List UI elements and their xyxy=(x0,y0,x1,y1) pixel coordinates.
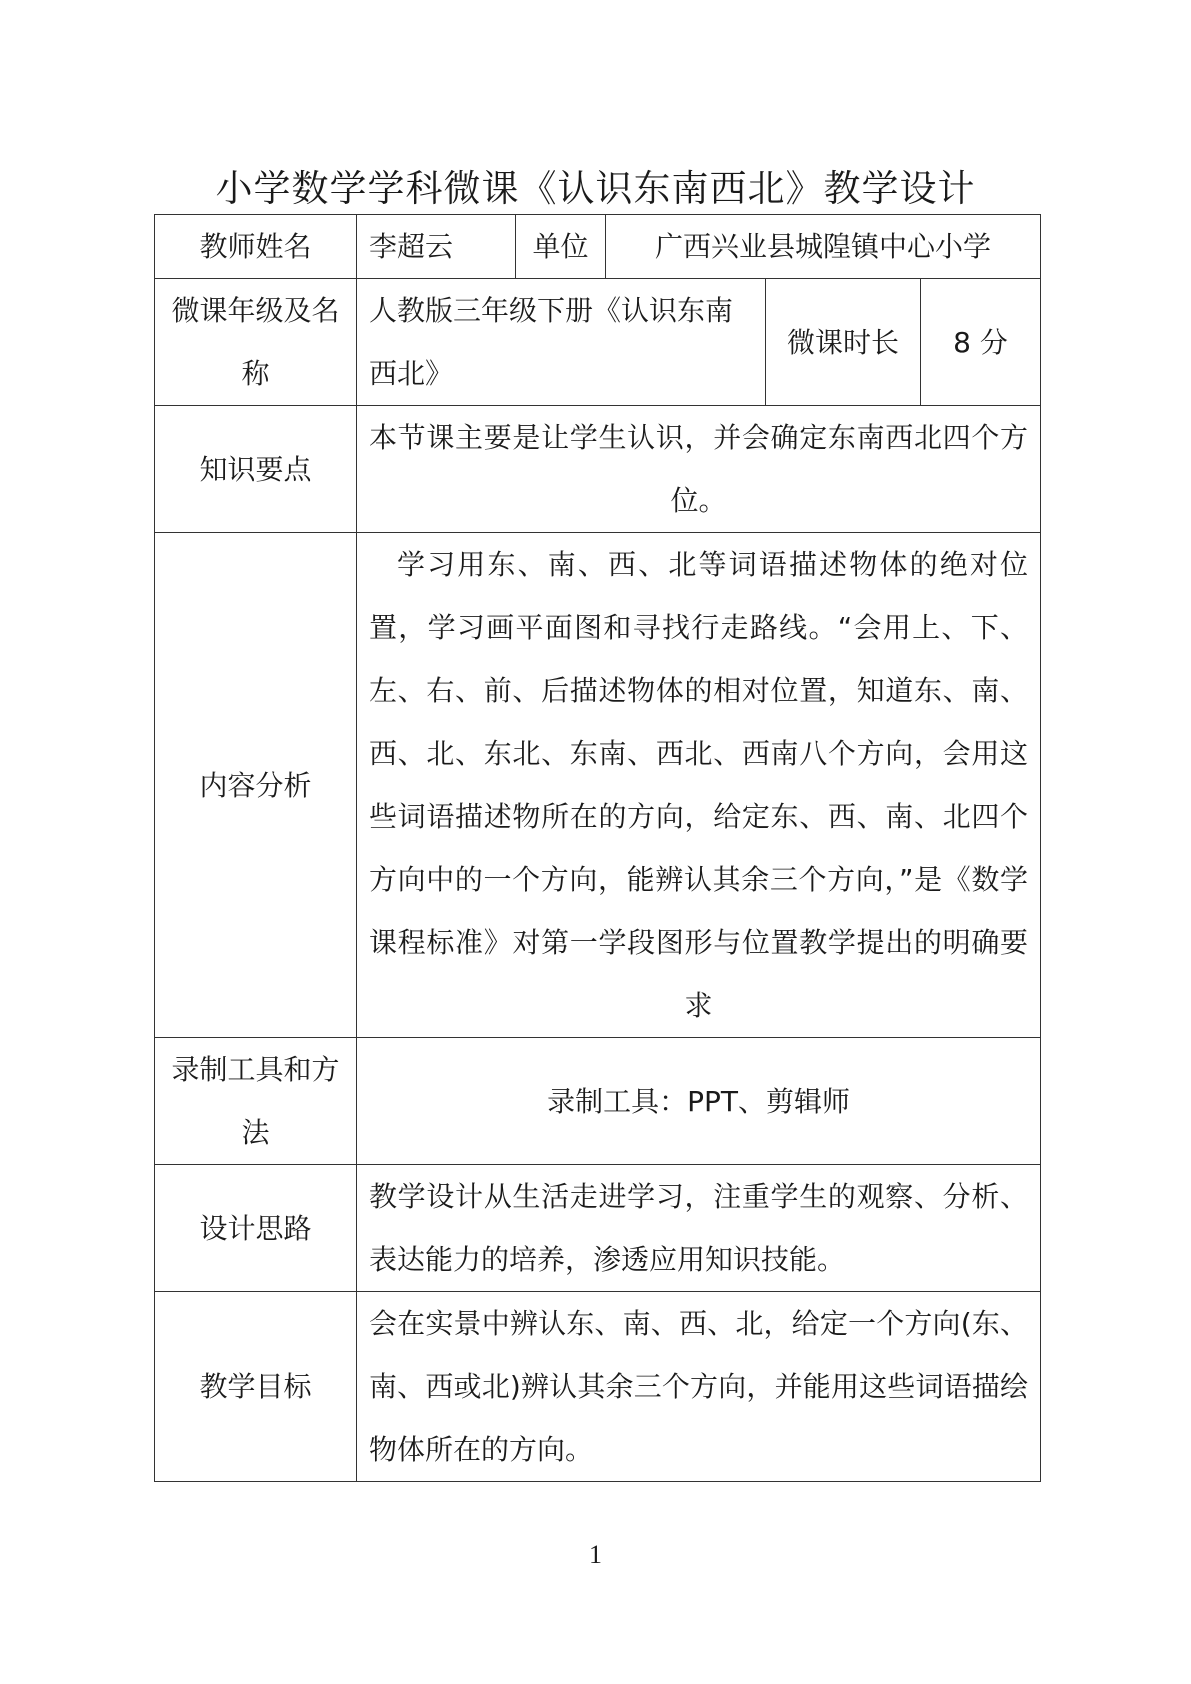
document-title: 小学数学学科微课《认识东南西北》教学设计 xyxy=(215,167,976,210)
goals-value: 会在实景中辨认东、南、西、北，给定一个方向(东、南、西或北)辨认其余三个方向，并能用这些词语描绘物体所在的方向。 xyxy=(357,1292,1041,1482)
approach-row xyxy=(155,1165,1041,1292)
tools-row xyxy=(155,1038,1041,1165)
unit-label: 单位 xyxy=(516,215,606,279)
teacher-row xyxy=(155,215,1041,279)
content-row xyxy=(155,533,1041,1038)
tools-value: 录制工具：PPT、剪辑师 xyxy=(357,1038,1041,1165)
goals-label: 教学目标 xyxy=(155,1292,357,1482)
content-label: 内容分析 xyxy=(155,533,357,1038)
page-number: 1 xyxy=(589,1540,602,1569)
teacher-name: 李超云 xyxy=(357,215,516,279)
approach-value: 教学设计从生活走进学习，注重学生的观察、分析、表达能力的培养，渗透应用知识技能。 xyxy=(357,1165,1041,1292)
teacher-label: 教师姓名 xyxy=(155,215,357,279)
grade-label: 微课年级及名称 xyxy=(155,279,357,406)
approach-label: 设计思路 xyxy=(155,1165,357,1292)
grade-value: 人教版三年级下册《认识东南西北》 xyxy=(357,279,766,406)
goals-row xyxy=(155,1292,1041,1482)
lesson-design-table xyxy=(154,214,1041,1482)
knowledge-row xyxy=(155,406,1041,533)
grade-row xyxy=(155,279,1041,406)
duration-value: 8 分 xyxy=(921,279,1041,406)
knowledge-label: 知识要点 xyxy=(155,406,357,533)
content-value: 学习用东、南、西、北等词语描述物体的绝对位置，学习画平面图和寻找行走路线。“会用上、下、左、右、前、后描述物体的相对位置，知道东、南、西、北、东北、东南、西北、西南八个方向，会用这些词语描述物所在的方向，给定东、西、南、北四个方向中的一个方向，能辨认其余三个方向，”是《数学课程标准》对第一学段图形与位置教学提出的明确要求 xyxy=(357,533,1041,1038)
unit-value: 广西兴业县城隍镇中心小学 xyxy=(606,215,1041,279)
duration-label: 微课时长 xyxy=(766,279,921,406)
knowledge-value: 本节课主要是让学生认识，并会确定东南西北四个方位。 xyxy=(357,406,1041,533)
tools-label: 录制工具和方法 xyxy=(155,1038,357,1165)
